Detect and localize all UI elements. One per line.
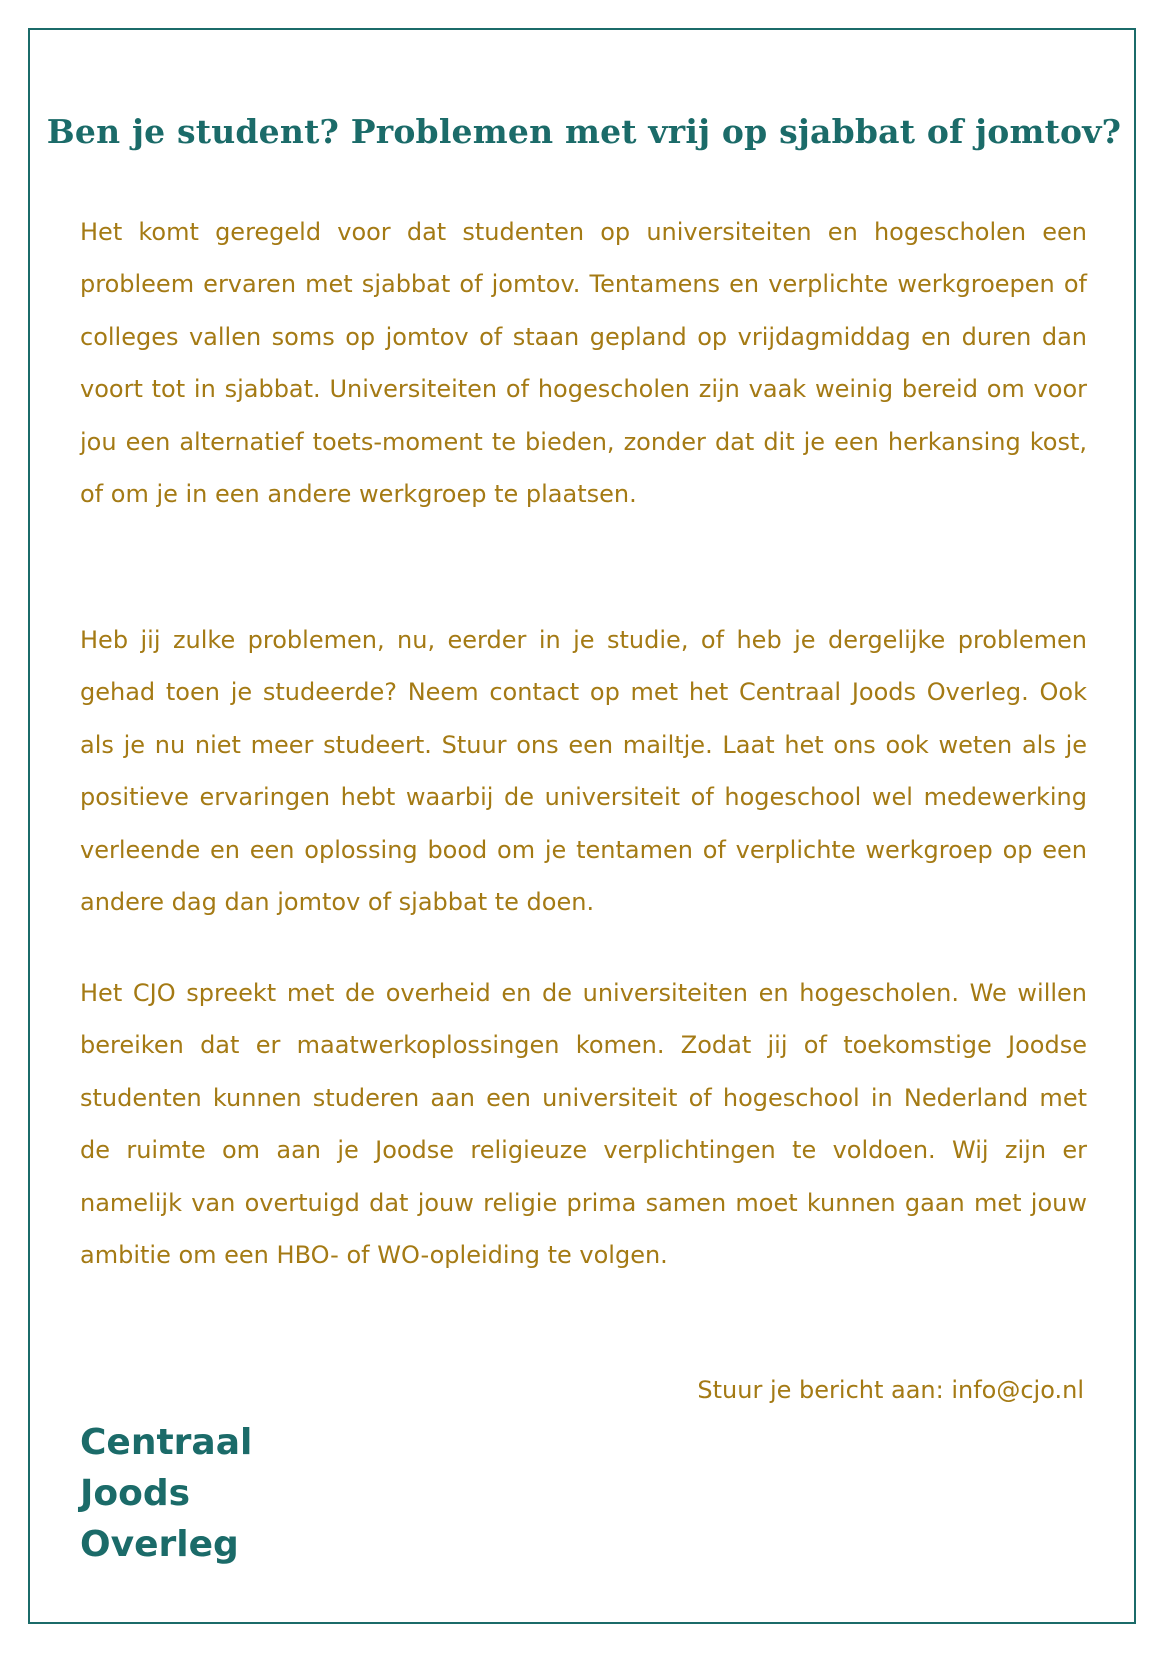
organization-name-line: Overleg <box>80 1524 239 1565</box>
page-frame <box>28 28 1136 1624</box>
paragraph-cjo-mission: Het CJO spreekt met de overheid en de universiteiten en hogescholen. We willen bereiken dat er maatwerkoplossingen komen. Zodat jij of toekomstige Joodse studenten kunnen studeren aan een universiteit of hogeschool in Nederland met de ruimte om aan je Joodse religieuze verplichtingen te voldoen. Wij zijn er namelijk van overtuigd dat jouw religie prima samen moet kunnen gaan met jouw ambitie om een HBO- of WO-opleiding te volgen. <box>80 979 1087 1270</box>
paragraph-intro: Het komt geregeld voor dat studenten op universiteiten en hogescholen een probleem ervaren met sjabbat of jomtov. Tentamens en verplichte werkgroepen of colleges vallen soms op jomtov of staan gepland op vrijdagmiddag en duren dan voort tot in sjabbat. Universiteiten of hogescholen zijn vaak weinig bereid om voor jou een alternatief toets-moment te bieden, zonder dat dit je een herkansing kost, of om je in een andere werkgroep te plaatsen. <box>80 218 1087 509</box>
organization-name-line: Joods <box>80 1473 191 1514</box>
organization-name <box>80 1417 252 1570</box>
paragraph-call-to-action: Heb jij zulke problemen, nu, eerder in je studie, of heb je dergelijke problemen gehad toen je studeerde? Neem contact op met het Centraal Joods Overleg. Ook als je nu niet meer studeert. Stuur ons een mailtje. Laat het ons ook weten als je positieve ervaringen hebt waarbij de universiteit of hogeschool wel medewerking verleende en een oplossing bood om je tentamen of verplichte werkgroep op een andere dag dan jomtov of sjabbat te doen. <box>80 626 1087 917</box>
contact-line: Stuur je bericht aan: info@cjo.nl <box>697 1376 1084 1404</box>
organization-name-line: Centraal <box>80 1422 253 1463</box>
page-title: Ben je student? Problemen met vrij op sjabbat of jomtov? <box>46 112 1122 151</box>
